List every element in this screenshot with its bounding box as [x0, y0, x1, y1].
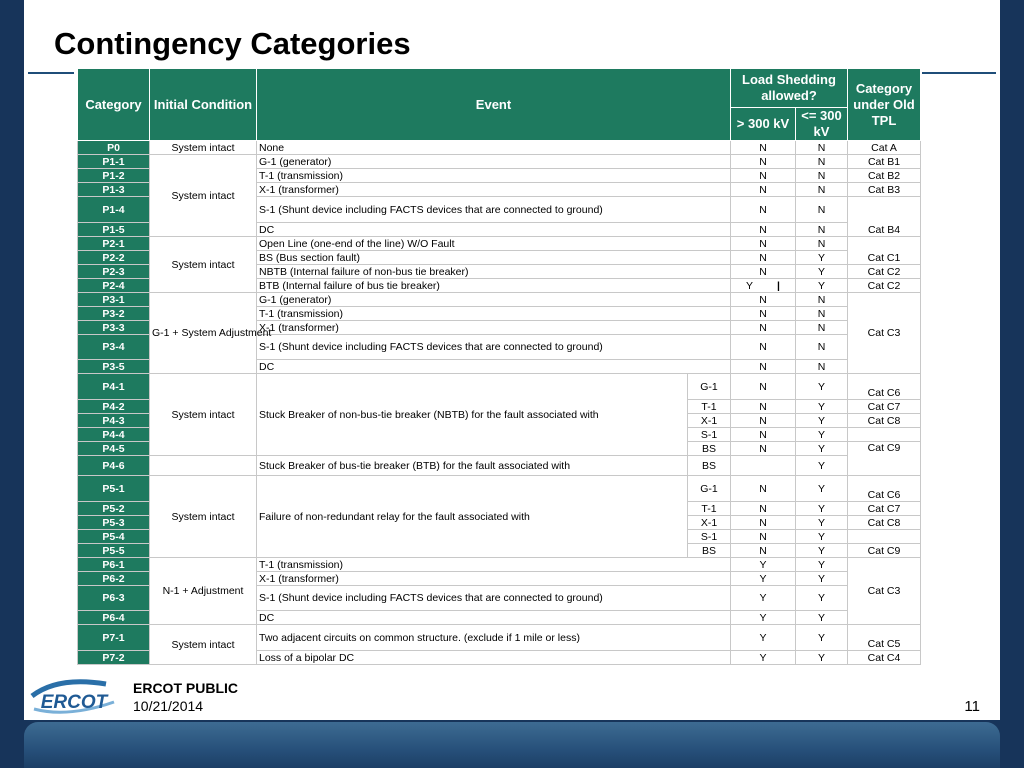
old-tpl-cell: Cat C9 [848, 544, 921, 558]
gt300-cell: N [731, 374, 796, 400]
gt300-cell [731, 279, 796, 293]
cursor-bar: | [777, 279, 780, 292]
category-cell: P3-2 [78, 307, 150, 321]
gt300-cell [731, 456, 796, 476]
fault-type-cell: BS [688, 442, 731, 456]
category-cell: P6-1 [78, 558, 150, 572]
category-cell: P3-3 [78, 321, 150, 335]
category-cell: P4-5 [78, 442, 150, 456]
event-cell: G-1 (generator) [257, 293, 731, 307]
le300-cell: N [796, 293, 848, 307]
category-cell: P5-4 [78, 530, 150, 544]
gt300-cell: N [731, 428, 796, 442]
le300-cell: Y [796, 625, 848, 651]
gt300-cell: N [731, 321, 796, 335]
le300-cell: N [796, 141, 848, 155]
header-event: Event [257, 69, 731, 141]
gt300-cell: N [731, 307, 796, 321]
category-cell: P1-5 [78, 223, 150, 237]
le300-cell: Y [796, 265, 848, 279]
gt300-cell: N [731, 293, 796, 307]
gt300-cell: N [731, 237, 796, 251]
le300-cell: Y [796, 502, 848, 516]
fault-type-cell: T-1 [688, 400, 731, 414]
le300-cell: Y [796, 400, 848, 414]
gt300-cell: N [731, 335, 796, 360]
category-cell: P6-4 [78, 611, 150, 625]
gt300-cell: Y [731, 651, 796, 665]
le300-cell: N [796, 169, 848, 183]
category-cell: P7-2 [78, 651, 150, 665]
le300-cell: Y [796, 374, 848, 400]
old-tpl-cell: Cat C6 [848, 374, 921, 400]
initial-condition: System intact [150, 625, 257, 665]
le300-cell: Y [796, 586, 848, 611]
le300-cell: Y [796, 251, 848, 265]
event-cell: X-1 (transformer) [257, 572, 731, 586]
le300-cell: N [796, 335, 848, 360]
footer-date: 10/21/2014 [133, 698, 204, 714]
fault-type-cell: X-1 [688, 414, 731, 428]
category-cell: P1-2 [78, 169, 150, 183]
gt300-cell: N [731, 197, 796, 223]
gt300-cell: N [731, 442, 796, 456]
old-tpl-cell: Cat A [848, 141, 921, 155]
gt300-cell: N [731, 414, 796, 428]
category-cell: P5-5 [78, 544, 150, 558]
category-cell: P1-4 [78, 197, 150, 223]
event-cell: T-1 (transmission) [257, 169, 731, 183]
initial-condition: System intact [150, 374, 257, 456]
le300-cell: N [796, 223, 848, 237]
category-cell: P2-4 [78, 279, 150, 293]
category-cell: P5-2 [78, 502, 150, 516]
gt300-cell: Y [731, 611, 796, 625]
initial-condition: System intact [150, 476, 257, 558]
category-cell: P4-4 [78, 428, 150, 442]
gt300-cell: N [731, 169, 796, 183]
category-cell: P5-1 [78, 476, 150, 502]
fault-type-cell: G-1 [688, 374, 731, 400]
event-cell: Open Line (one-end of the line) W/O Fault [257, 237, 731, 251]
page-number: 11 [964, 698, 980, 715]
old-tpl-cell: Cat C3 [848, 293, 921, 374]
old-tpl-cell: Cat B4 [848, 197, 921, 237]
fault-type-cell: S-1 [688, 428, 731, 442]
le300-cell: Y [796, 442, 848, 456]
category-cell: P2-3 [78, 265, 150, 279]
gt300-cell: N [731, 183, 796, 197]
old-tpl-cell: Cat C1 [848, 237, 921, 265]
old-tpl-cell: Cat B1 [848, 155, 921, 169]
gt300-cell: Y [731, 625, 796, 651]
ercot-logo-text: ERCOT [40, 692, 108, 713]
category-cell: P4-1 [78, 374, 150, 400]
old-tpl-cell: Cat C9 [848, 442, 921, 476]
old-tpl-cell: Cat B3 [848, 183, 921, 197]
category-cell: P7-1 [78, 625, 150, 651]
event-cell: Two adjacent circuits on common structure. (exclude if 1 mile or less) [257, 625, 731, 651]
le300-cell: N [796, 321, 848, 335]
old-tpl-cell [848, 530, 921, 544]
header-gt300kv: > 300 kV [731, 108, 796, 141]
gt300-cell: N [731, 265, 796, 279]
event-cell: T-1 (transmission) [257, 307, 731, 321]
gt300-cell: N [731, 544, 796, 558]
le300-cell: Y [796, 279, 848, 293]
old-tpl-cell: Cat C7 [848, 502, 921, 516]
header-initial-condition: Initial Condition [150, 69, 257, 141]
le300-cell: Y [796, 456, 848, 476]
le300-cell: N [796, 183, 848, 197]
event-cell: DC [257, 360, 731, 374]
category-cell: P4-6 [78, 456, 150, 476]
le300-cell: N [796, 197, 848, 223]
le300-cell: N [796, 237, 848, 251]
event-cell: Failure of non-redundant relay for the fault associated with [257, 476, 688, 558]
gt300-cell: N [731, 360, 796, 374]
old-tpl-cell: Cat C2 [848, 265, 921, 279]
fault-type-cell: G-1 [688, 476, 731, 502]
slide-title: Contingency Categories [54, 26, 411, 61]
event-cell: S-1 (Shunt device including FACTS devices that are connected to ground) [257, 586, 731, 611]
category-cell: P3-5 [78, 360, 150, 374]
title-rule-left [28, 72, 74, 74]
title-rule-right [922, 72, 996, 74]
bottom-bar [24, 722, 1000, 768]
event-cell: Stuck Breaker of bus-tie breaker (BTB) for the fault associated with [257, 456, 688, 476]
ercot-logo [28, 676, 120, 716]
le300-cell: Y [796, 651, 848, 665]
le300-cell: Y [796, 428, 848, 442]
event-cell: None [257, 141, 731, 155]
le300-cell: Y [796, 544, 848, 558]
fault-type-cell: S-1 [688, 530, 731, 544]
event-cell: S-1 (Shunt device including FACTS devices that are connected to ground) [257, 335, 731, 360]
category-cell: P5-3 [78, 516, 150, 530]
le300-cell: N [796, 307, 848, 321]
gt300-cell: N [731, 400, 796, 414]
event-cell: DC [257, 611, 731, 625]
le300-cell: N [796, 360, 848, 374]
old-tpl-cell: Cat C7 [848, 400, 921, 414]
gt300-cell: N [731, 251, 796, 265]
gt300-cell: N [731, 502, 796, 516]
gt300-cell: Y [731, 586, 796, 611]
event-cell: NBTB (Internal failure of non-bus tie breaker) [257, 265, 731, 279]
header-load-shedding: Load Shedding allowed? [731, 69, 848, 108]
fault-type-cell: X-1 [688, 516, 731, 530]
old-tpl-cell: Cat C8 [848, 516, 921, 530]
event-cell: G-1 (generator) [257, 155, 731, 169]
gt300-cell: N [731, 476, 796, 502]
old-tpl-cell [848, 428, 921, 442]
le300-cell: Y [796, 516, 848, 530]
category-cell: P6-3 [78, 586, 150, 611]
event-cell: Loss of a bipolar DC [257, 651, 731, 665]
category-cell: P3-1 [78, 293, 150, 307]
old-tpl-cell: Cat C3 [848, 558, 921, 625]
header-old-tpl: Category under Old TPL [848, 69, 921, 141]
le300-cell: Y [796, 611, 848, 625]
old-tpl-cell: Cat C5 [848, 625, 921, 651]
le300-cell: Y [796, 558, 848, 572]
event-cell: DC [257, 223, 731, 237]
fault-type-cell: BS [688, 544, 731, 558]
category-cell: P6-2 [78, 572, 150, 586]
gt300-cell: N [731, 141, 796, 155]
initial-condition: G-1 + System Adjustment [150, 293, 257, 374]
initial-condition: System intact [150, 237, 257, 293]
initial-condition [150, 456, 257, 476]
category-cell: P1-1 [78, 155, 150, 169]
le300-cell: Y [796, 530, 848, 544]
gt300-cell: Y [731, 572, 796, 586]
le300-cell: Y [796, 414, 848, 428]
footer-label: ERCOT PUBLIC [133, 680, 238, 696]
fault-type-cell: BS [688, 456, 731, 476]
event-cell: X-1 (transformer) [257, 321, 731, 335]
initial-condition: N-1 + Adjustment [150, 558, 257, 625]
gt300-cell: N [731, 223, 796, 237]
event-cell: BTB (Internal failure of bus tie breaker) [257, 279, 731, 293]
old-tpl-cell: Cat C8 [848, 414, 921, 428]
gt300-cell: Y [731, 558, 796, 572]
category-cell: P4-2 [78, 400, 150, 414]
category-cell: P0 [78, 141, 150, 155]
event-cell: T-1 (transmission) [257, 558, 731, 572]
le300-cell: Y [796, 476, 848, 502]
header-le300kv: <= 300 kV [796, 108, 848, 141]
initial-condition: System intact [150, 155, 257, 237]
old-tpl-cell: Cat C6 [848, 476, 921, 502]
gt300-cell: N [731, 155, 796, 169]
header-category: Category [78, 69, 150, 141]
gt300-cell: N [731, 530, 796, 544]
category-cell: P4-3 [78, 414, 150, 428]
contingency-table [77, 68, 921, 665]
event-cell: BS (Bus section fault) [257, 251, 731, 265]
event-cell: S-1 (Shunt device including FACTS devices that are connected to ground) [257, 197, 731, 223]
category-cell: P3-4 [78, 335, 150, 360]
event-cell: X-1 (transformer) [257, 183, 731, 197]
gt300-value: Y [746, 279, 754, 292]
old-tpl-cell: Cat C4 [848, 651, 921, 665]
old-tpl-cell: Cat C2 [848, 279, 921, 293]
gt300-cell: N [731, 516, 796, 530]
le300-cell: N [796, 155, 848, 169]
le300-cell: Y [796, 572, 848, 586]
category-cell: P2-2 [78, 251, 150, 265]
old-tpl-cell: Cat B2 [848, 169, 921, 183]
event-cell: Stuck Breaker of non-bus-tie breaker (NBTB) for the fault associated with [257, 374, 688, 456]
fault-type-cell: T-1 [688, 502, 731, 516]
category-cell: P1-3 [78, 183, 150, 197]
category-cell: P2-1 [78, 237, 150, 251]
initial-condition: System intact [150, 141, 257, 155]
